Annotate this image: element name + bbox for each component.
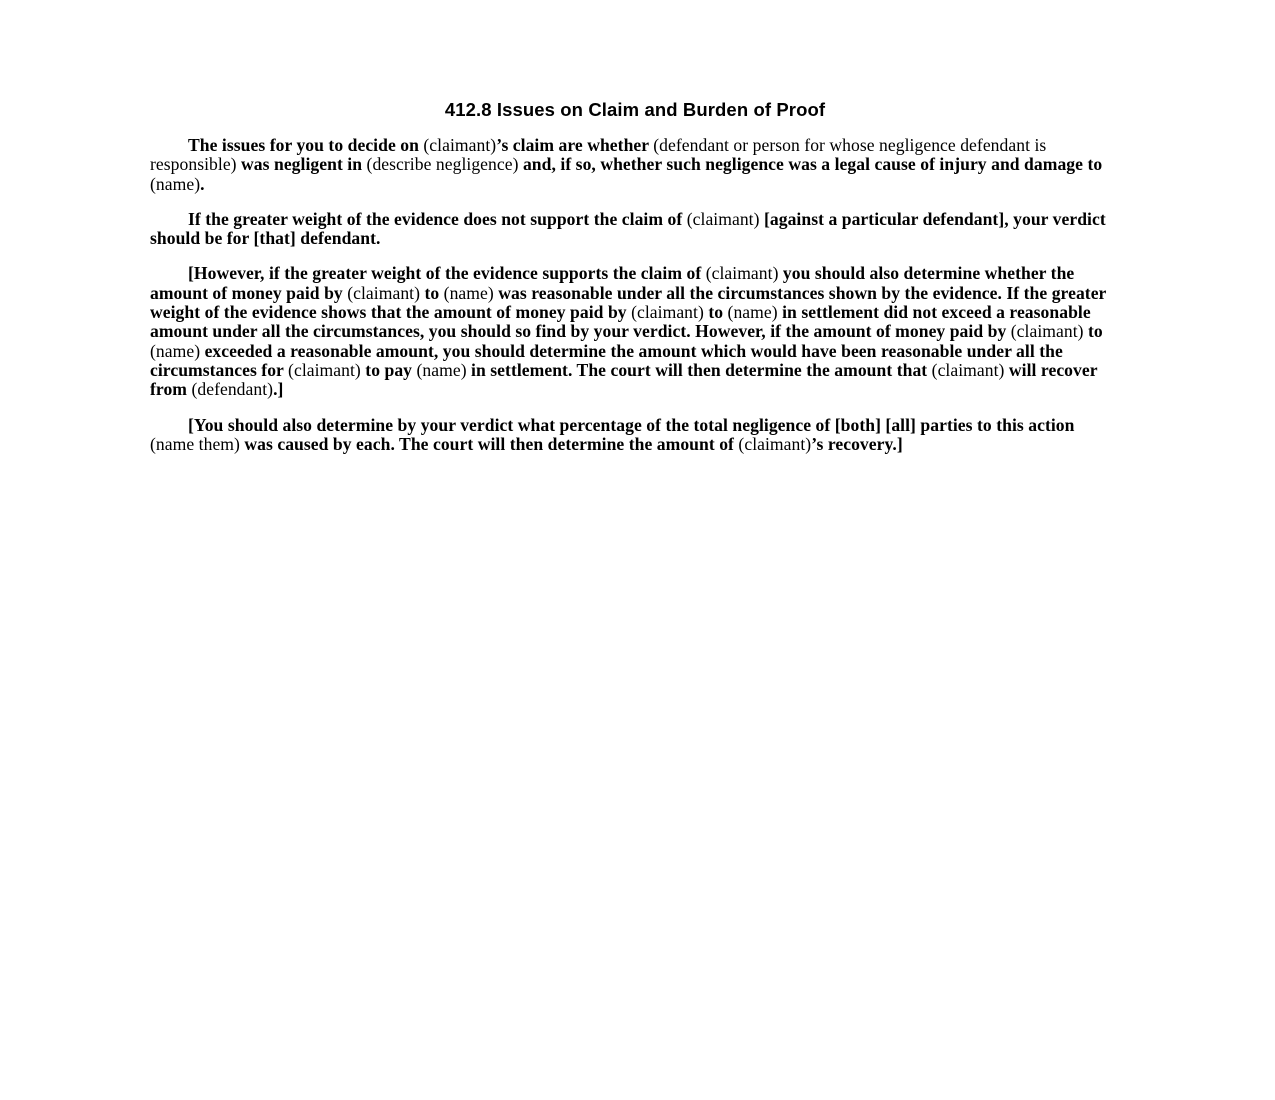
paragraph: [150, 136, 1120, 194]
placeholder-text-run: (name): [727, 302, 778, 323]
bold-text-run: exceeded a reasonable amount, you should determine the amount which would have been reasonable under all the circumstances for: [150, 340, 1063, 380]
bold-text-run: to pay: [360, 359, 417, 380]
bold-text-run: to: [1083, 321, 1103, 342]
placeholder-text-run: (name): [150, 173, 201, 194]
bold-text-run: .: [200, 173, 205, 194]
bold-text-run: .]: [273, 379, 284, 400]
placeholder-text-run: (claimant): [686, 208, 760, 229]
placeholder-text-run: (claimant): [738, 433, 812, 454]
placeholder-text-run: (claimant): [705, 263, 779, 284]
bold-text-run: to: [703, 302, 728, 323]
placeholder-text-run: (name): [416, 359, 467, 380]
placeholder-text-run: (defendant): [191, 379, 274, 400]
placeholder-text-run: (claimant): [347, 282, 421, 303]
paragraph: [150, 416, 1120, 455]
bold-text-run: If the greater weight of the evidence does not support the claim of: [188, 208, 687, 229]
paragraph: [150, 264, 1120, 399]
placeholder-text-run: (describe negligence): [366, 154, 519, 175]
bold-text-run: ’s recovery.]: [811, 433, 903, 454]
placeholder-text-run: (claimant): [423, 135, 497, 155]
bold-text-run: to: [420, 282, 444, 303]
bold-text-run: [against a particular defendant], your verdict should be for [that] defendant.: [150, 208, 1106, 249]
placeholder-text-run: (name): [150, 340, 201, 361]
placeholder-text-run: (name): [443, 282, 494, 303]
placeholder-text-run: (name them): [150, 433, 240, 454]
bold-text-run: was negligent in: [236, 154, 367, 175]
placeholder-text-run: (claimant): [288, 359, 361, 380]
placeholder-text-run: (defendant or person for whose negligence defendant is responsible): [150, 135, 1047, 175]
placeholder-text-run: (claimant): [631, 302, 704, 323]
document-page: [150, 98, 1120, 470]
bold-text-run: in settlement. The court will then determine the amount that: [466, 359, 932, 380]
document-title: 412.8 Issues on Claim and Burden of Proof: [444, 99, 826, 120]
bold-text-run: [However, if the greater weight of the evidence supports the claim of: [188, 263, 706, 284]
bold-text-run: in settlement did not exceed a reasonable amount under all the circumstances, you should so find by your verdict. However, if the amount of money paid by: [150, 302, 1091, 342]
bold-text-run: [You should also determine by your verdict what percentage of the total negligence of [both] [all] parties to this action: [188, 414, 1075, 435]
placeholder-text-run: (claimant): [1010, 321, 1084, 342]
bold-text-run: was reasonable under all the circumstances shown by the evidence. If the greater weight of the evidence shows that the amount of money paid by: [150, 282, 1107, 323]
bold-text-run: The issues for you to decide on: [188, 135, 424, 155]
bold-text-run: was caused by each. The court will then determine the amount of: [239, 433, 739, 454]
bold-text-run: and, if so, whether such negligence was a legal cause of injury and damage to: [518, 154, 1103, 175]
bold-text-run: ’s claim are whether: [496, 135, 654, 155]
placeholder-text-run: (claimant): [931, 359, 1005, 380]
paragraph: [150, 210, 1120, 249]
bold-text-run: will recover from: [150, 359, 1098, 400]
document-body: [150, 136, 1120, 454]
bold-text-run: you should also determine whether the amount of money paid by: [150, 263, 1075, 303]
